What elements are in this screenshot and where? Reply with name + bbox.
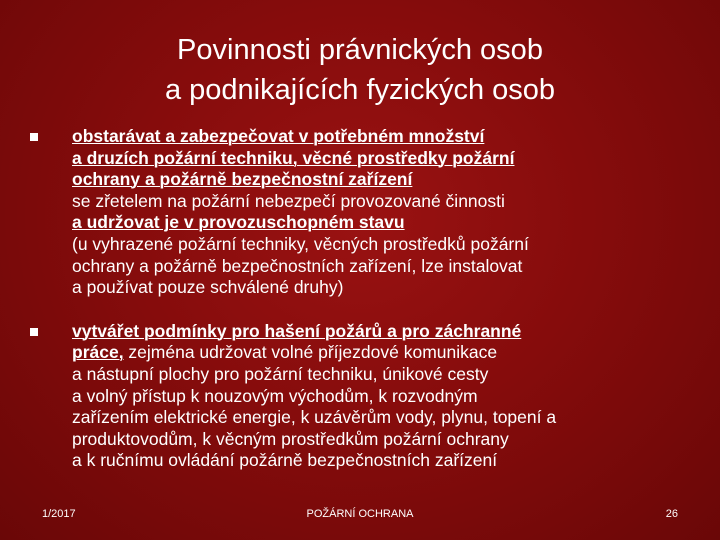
bullet-line — [72, 450, 690, 472]
bullet-line — [72, 126, 690, 148]
bullet-text: ochrany a požárně bezpečnostních zařízení, lze instalovat — [72, 255, 523, 276]
slide-title — [60, 30, 660, 110]
bullet-text: produktovodům, k věcným prostředkům požární ochrany — [72, 428, 509, 449]
footer-title: POŽÁRNÍ OCHRANA — [306, 508, 414, 520]
bullet-text: se zřetelem na požární nebezpečí provozované činnosti — [72, 190, 505, 211]
bullet-line — [72, 148, 690, 170]
bullet-line — [72, 429, 690, 451]
footer-date: 1/2017 — [42, 508, 76, 520]
emphasized-text: obstarávat a zabezpečovat v potřebném množství — [72, 126, 485, 146]
bullet-text: a k ručnímu ovládání požárně bezpečnostních zařízení — [72, 450, 498, 471]
emphasized-text: vytvářet podmínky pro hašení požárů a pro záchranné — [72, 320, 522, 341]
emphasized-text: a udržovat je v provozuschopném stavu — [72, 212, 405, 233]
bullet-text: a volný přístup k nouzovým východům, k rozvodným — [72, 385, 478, 406]
bullet-text: a nástupní plochy pro požární techniku, únikové cesty — [72, 363, 489, 384]
emphasized-text: a druzích požární techniku, věcné prostředky požární — [72, 147, 515, 168]
bullet-line — [72, 342, 690, 364]
emphasized-text: práce, — [72, 342, 124, 363]
square-bullet-icon — [30, 328, 38, 336]
square-bullet-icon — [30, 133, 38, 141]
bullet-line — [72, 256, 690, 278]
bullet-text: a používat pouze schválené druhy) — [72, 277, 344, 298]
bullet-text: (u vyhrazené požární techniky, věcných prostředků požární — [72, 233, 529, 254]
bullet-item — [30, 321, 690, 472]
bullet-item — [30, 126, 690, 299]
bullet-line — [72, 407, 690, 429]
emphasized-text: ochrany a požárně bezpečnostní zařízení — [72, 169, 413, 190]
bullet-line — [72, 212, 690, 234]
bullet-line — [72, 191, 690, 213]
bullet-line — [72, 169, 690, 191]
bullet-text: zařízením elektrické energie, k uzávěrům vody, plynu, topení a — [72, 407, 557, 428]
bullet-line — [72, 321, 690, 343]
title-line-1: Povinnosti právnických osob — [177, 34, 543, 66]
title-line-2: a podnikajících fyzických osob — [164, 74, 556, 106]
bullet-line — [72, 277, 690, 299]
bullet-list — [30, 126, 690, 472]
bullet-line — [72, 234, 690, 256]
page-number: 26 — [665, 508, 678, 520]
bullet-line — [72, 386, 690, 408]
bullet-line — [72, 364, 690, 386]
bullet-text: zejména udržovat volné příjezdové komunikace — [123, 342, 498, 363]
